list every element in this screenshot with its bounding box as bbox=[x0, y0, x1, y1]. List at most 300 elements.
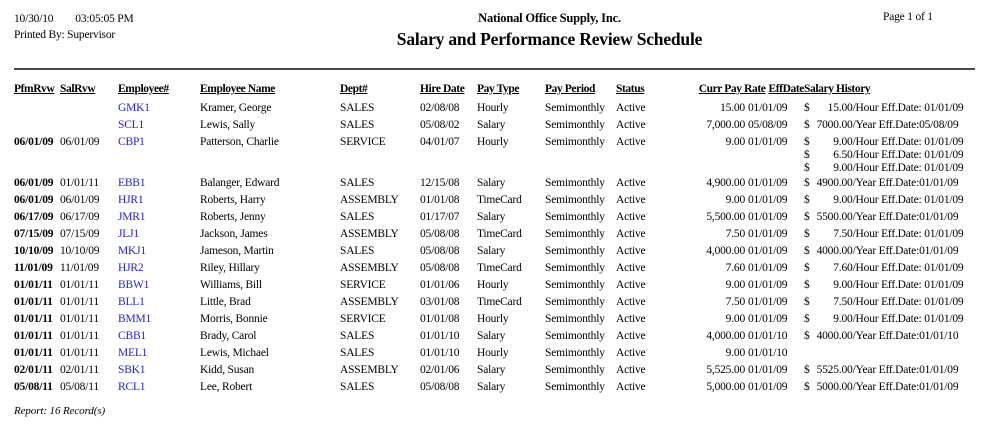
hire-date-cell: 01/01/10 bbox=[420, 330, 460, 342]
salary-history-cell bbox=[804, 175, 975, 192]
pfm-rvw-cell bbox=[14, 117, 60, 134]
col-header-dept: Dept# bbox=[340, 83, 368, 95]
dept-cell: SALES bbox=[340, 347, 375, 359]
print-info bbox=[14, 11, 244, 43]
salary-history-cell bbox=[804, 362, 975, 379]
col-header-employee-name: Employee Name bbox=[200, 83, 275, 95]
hire-date-cell: 01/01/08 bbox=[420, 313, 460, 325]
table-row bbox=[14, 134, 975, 175]
status-cell: Active bbox=[616, 347, 646, 359]
currency-symbol: $ bbox=[804, 194, 810, 206]
pay-type-cell: Hourly bbox=[477, 279, 509, 291]
table-row bbox=[14, 100, 975, 117]
sal-rvw-cell: 01/01/11 bbox=[60, 313, 99, 325]
currency-symbol: $ bbox=[804, 279, 810, 291]
company-name: National Office Supply, Inc. bbox=[478, 11, 621, 25]
curr-pay-rate-cell: 4,000.00 bbox=[706, 245, 745, 257]
history-detail: /Year Eff.Date:01/01/09 bbox=[852, 364, 959, 376]
pfm-rvw-cell: 06/17/09 bbox=[14, 211, 54, 223]
eff-date-cell: 01/01/09 bbox=[748, 364, 788, 376]
pfm-rvw-cell: 10/10/09 bbox=[14, 245, 54, 257]
employee-id-link[interactable]: JLJ1 bbox=[118, 228, 139, 240]
pay-type-cell: Salary bbox=[477, 364, 506, 376]
status-cell: Active bbox=[616, 262, 646, 274]
sal-rvw-cell: 10/10/09 bbox=[60, 245, 100, 257]
currency-symbol: $ bbox=[804, 211, 810, 223]
history-amount: 15.00 bbox=[827, 102, 853, 114]
history-amount: 9.00 bbox=[833, 279, 853, 291]
hire-date-cell: 04/01/07 bbox=[420, 136, 460, 148]
history-detail: /Year Eff.Date:01/01/09 bbox=[852, 381, 959, 393]
employee-id-link[interactable]: CBB1 bbox=[118, 330, 146, 342]
history-detail: /Hour Eff.Date: 01/01/09 bbox=[852, 313, 964, 325]
dept-cell: SALES bbox=[340, 211, 375, 223]
print-date: 10/30/10 bbox=[14, 13, 54, 25]
eff-date-cell: 01/01/09 bbox=[748, 102, 788, 114]
eff-date-cell: 01/01/09 bbox=[748, 136, 788, 148]
employee-id-link[interactable]: SBK1 bbox=[118, 364, 146, 376]
employee-name-cell: Balanger, Edward bbox=[200, 177, 280, 189]
sal-rvw-cell: 06/01/09 bbox=[60, 194, 100, 206]
history-amount: 4000.00 bbox=[816, 245, 853, 257]
hire-date-cell: 02/08/08 bbox=[420, 102, 460, 114]
employee-name-cell: Williams, Bill bbox=[200, 279, 262, 291]
page-number: Page 1 of 1 bbox=[883, 11, 933, 23]
pay-type-cell: Salary bbox=[477, 211, 506, 223]
pay-type-cell: TimeCard bbox=[477, 262, 522, 274]
employee-id-link[interactable]: BLL1 bbox=[118, 296, 145, 308]
pay-type-cell: TimeCard bbox=[477, 228, 522, 240]
salary-history-entry bbox=[804, 330, 975, 343]
dept-cell: ASSEMBLY bbox=[340, 228, 399, 240]
history-amount: 5500.00 bbox=[816, 211, 853, 223]
table-row bbox=[14, 243, 975, 260]
pay-period-cell: Semimonthly bbox=[545, 211, 605, 223]
employee-name-cell: Roberts, Harry bbox=[200, 194, 266, 206]
salary-history-entry bbox=[804, 149, 975, 162]
employee-id-link[interactable]: HJR1 bbox=[118, 194, 144, 206]
pay-type-cell: Hourly bbox=[477, 136, 509, 148]
pay-type-cell: Salary bbox=[477, 119, 506, 131]
pay-period-cell: Semimonthly bbox=[545, 102, 605, 114]
history-detail: /Hour Eff.Date: 01/01/09 bbox=[852, 102, 964, 114]
table-row bbox=[14, 209, 975, 226]
dept-cell: ASSEMBLY bbox=[340, 364, 399, 376]
table-column-headers bbox=[14, 82, 975, 97]
employee-id-link[interactable]: EBB1 bbox=[118, 177, 146, 189]
pay-type-cell: Salary bbox=[477, 177, 506, 189]
pay-period-cell: Semimonthly bbox=[545, 262, 605, 274]
print-time: 03:05:05 PM bbox=[75, 13, 134, 25]
eff-date-cell: 01/01/09 bbox=[748, 211, 788, 223]
employee-name-cell: Kidd, Susan bbox=[200, 364, 255, 376]
pay-period-cell: Semimonthly bbox=[545, 313, 605, 325]
eff-date-cell: 01/01/10 bbox=[748, 347, 788, 359]
status-cell: Active bbox=[616, 102, 646, 114]
history-amount: 7.50 bbox=[833, 296, 853, 308]
dept-cell: SALES bbox=[340, 102, 375, 114]
curr-pay-rate-cell: 5,000.00 bbox=[706, 381, 745, 393]
col-header-hire-date: Hire Date bbox=[420, 83, 465, 95]
currency-symbol: $ bbox=[804, 381, 810, 393]
table-row bbox=[14, 362, 975, 379]
currency-symbol: $ bbox=[804, 330, 810, 342]
header-divider-line bbox=[14, 68, 975, 70]
employee-name-cell: Brady, Carol bbox=[200, 330, 257, 342]
employee-id-link[interactable]: BBW1 bbox=[118, 279, 150, 291]
salary-history-entry bbox=[804, 279, 975, 292]
employee-name-cell: Patterson, Charlie bbox=[200, 136, 279, 148]
curr-pay-rate-cell: 5,525.00 bbox=[706, 364, 745, 376]
employee-id-link[interactable]: MKJ1 bbox=[118, 245, 146, 257]
salary-history-cell bbox=[804, 294, 975, 311]
pay-period-cell: Semimonthly bbox=[545, 364, 605, 376]
dept-cell: SALES bbox=[340, 381, 375, 393]
status-cell: Active bbox=[616, 279, 646, 291]
pfm-rvw-cell: 06/01/09 bbox=[14, 136, 54, 148]
salary-history-cell bbox=[804, 192, 975, 209]
pfm-rvw-cell: 01/01/11 bbox=[14, 296, 53, 308]
employee-id-link[interactable]: GMK1 bbox=[118, 102, 150, 114]
history-detail: /Hour Eff.Date: 01/01/09 bbox=[852, 296, 964, 308]
curr-pay-rate-cell: 7,000.00 bbox=[706, 119, 745, 131]
pay-type-cell: Hourly bbox=[477, 347, 509, 359]
history-detail: /Year Eff.Date:01/01/10 bbox=[852, 330, 959, 342]
status-cell: Active bbox=[616, 245, 646, 257]
salary-history-entry bbox=[804, 245, 975, 258]
salary-history-cell bbox=[804, 311, 975, 328]
table-row bbox=[14, 311, 975, 328]
history-amount: 5525.00 bbox=[816, 364, 853, 376]
curr-pay-rate-cell: 7.60 bbox=[725, 262, 745, 274]
pay-period-cell: Semimonthly bbox=[545, 296, 605, 308]
salary-history-cell bbox=[804, 379, 975, 396]
dept-cell: SALES bbox=[340, 119, 375, 131]
pay-type-cell: Hourly bbox=[477, 102, 509, 114]
employee-id-link[interactable]: CBP1 bbox=[118, 136, 145, 148]
currency-symbol: $ bbox=[804, 177, 810, 189]
hire-date-cell: 05/08/08 bbox=[420, 262, 460, 274]
pfm-rvw-cell: 06/01/09 bbox=[14, 194, 54, 206]
employee-id-link[interactable]: BMM1 bbox=[118, 313, 152, 325]
curr-pay-rate-cell: 9.00 bbox=[725, 279, 745, 291]
pfm-rvw-cell: 02/01/11 bbox=[14, 364, 53, 376]
employee-id-link[interactable]: HJR2 bbox=[118, 262, 144, 274]
pay-period-cell: Semimonthly bbox=[545, 194, 605, 206]
pfm-rvw-cell bbox=[14, 100, 60, 117]
pfm-rvw-cell: 01/01/11 bbox=[14, 313, 53, 325]
pay-period-cell: Semimonthly bbox=[545, 245, 605, 257]
salary-history-entry bbox=[804, 194, 975, 207]
status-cell: Active bbox=[616, 177, 646, 189]
col-header-salary-history: Salary History bbox=[804, 83, 871, 95]
table-row bbox=[14, 379, 975, 396]
dept-cell: SALES bbox=[340, 245, 375, 257]
pay-period-cell: Semimonthly bbox=[545, 381, 605, 393]
pay-period-cell: Semimonthly bbox=[545, 228, 605, 240]
dept-cell: SALES bbox=[340, 330, 375, 342]
print-datetime bbox=[14, 11, 244, 27]
history-detail: /Year Eff.Date:05/08/09 bbox=[852, 119, 959, 131]
history-amount: 4000.00 bbox=[816, 330, 853, 342]
pfm-rvw-cell: 05/08/11 bbox=[14, 381, 53, 393]
dept-cell: SALES bbox=[340, 177, 375, 189]
eff-date-cell: 01/01/09 bbox=[748, 313, 788, 325]
employee-name-cell: Jameson, Martin bbox=[200, 245, 274, 257]
sal-rvw-cell: 11/01/09 bbox=[60, 262, 99, 274]
eff-date-cell: 01/01/09 bbox=[748, 245, 788, 257]
eff-date-cell: 01/01/09 bbox=[748, 194, 788, 206]
pfm-rvw-cell: 06/01/09 bbox=[14, 177, 54, 189]
salary-history-entry bbox=[804, 177, 975, 190]
table-row bbox=[14, 345, 975, 362]
salary-history-cell bbox=[804, 277, 975, 294]
salary-history-entry bbox=[804, 364, 975, 377]
currency-symbol: $ bbox=[804, 149, 810, 161]
history-amount: 6.50 bbox=[833, 149, 853, 161]
history-detail: /Year Eff.Date:01/01/09 bbox=[852, 211, 959, 223]
sal-rvw-cell: 07/15/09 bbox=[60, 228, 100, 240]
pay-type-cell: Salary bbox=[477, 245, 506, 257]
status-cell: Active bbox=[616, 296, 646, 308]
pfm-rvw-cell: 01/01/11 bbox=[14, 347, 53, 359]
report-rows bbox=[14, 100, 975, 396]
report-title: Salary and Performance Review Schedule bbox=[396, 29, 703, 49]
currency-symbol: $ bbox=[804, 313, 810, 325]
status-cell: Active bbox=[616, 194, 646, 206]
employee-name-cell: Lee, Robert bbox=[200, 381, 253, 393]
sal-rvw-cell: 01/01/11 bbox=[60, 347, 99, 359]
eff-date-cell: 01/01/09 bbox=[748, 296, 788, 308]
curr-pay-rate-cell: 7.50 bbox=[725, 296, 745, 308]
employee-id-link[interactable]: SCL1 bbox=[118, 119, 145, 131]
salary-history-cell bbox=[804, 226, 975, 243]
history-detail: /Hour Eff.Date: 01/01/09 bbox=[852, 262, 964, 274]
employee-name-cell: Riley, Hillary bbox=[200, 262, 260, 274]
salary-history-entry bbox=[804, 296, 975, 309]
history-detail: /Hour Eff.Date: 01/01/09 bbox=[852, 194, 964, 206]
currency-symbol: $ bbox=[804, 162, 810, 174]
col-header-sal-rvw: SalRvw bbox=[60, 83, 96, 95]
col-header-eff-date: EffDate bbox=[768, 83, 804, 95]
salary-history-entry bbox=[804, 102, 975, 115]
history-amount: 9.00 bbox=[833, 313, 853, 325]
employee-id-link[interactable]: RCL1 bbox=[118, 381, 146, 393]
hire-date-cell: 01/17/07 bbox=[420, 211, 460, 223]
salary-history-cell bbox=[804, 260, 975, 277]
salary-history-cell bbox=[804, 328, 975, 345]
salary-history-entry bbox=[804, 136, 975, 149]
sal-rvw-cell: 01/01/11 bbox=[60, 279, 99, 291]
table-row bbox=[14, 260, 975, 277]
currency-symbol: $ bbox=[804, 136, 810, 148]
dept-cell: ASSEMBLY bbox=[340, 262, 399, 274]
pay-type-cell: Salary bbox=[477, 381, 506, 393]
salary-history-cell bbox=[804, 243, 975, 260]
table-row bbox=[14, 192, 975, 209]
history-amount: 4900.00 bbox=[816, 177, 853, 189]
curr-pay-rate-cell: 9.00 bbox=[725, 313, 745, 325]
employee-name-cell: Jackson, James bbox=[200, 228, 268, 240]
table-row bbox=[14, 117, 975, 134]
sal-rvw-cell: 01/01/11 bbox=[60, 330, 99, 342]
hire-date-cell: 05/08/08 bbox=[420, 228, 460, 240]
history-amount: 9.00 bbox=[833, 162, 853, 174]
eff-date-cell: 01/01/09 bbox=[748, 177, 788, 189]
dept-cell: ASSEMBLY bbox=[340, 194, 399, 206]
currency-symbol: $ bbox=[804, 119, 810, 131]
curr-pay-rate-cell: 9.00 bbox=[725, 136, 745, 148]
col-header-status: Status bbox=[616, 83, 645, 95]
pay-period-cell: Semimonthly bbox=[545, 279, 605, 291]
table-row bbox=[14, 294, 975, 311]
pay-period-cell: Semimonthly bbox=[545, 347, 605, 359]
currency-symbol: $ bbox=[804, 296, 810, 308]
currency-symbol: $ bbox=[804, 262, 810, 274]
hire-date-cell: 12/15/08 bbox=[420, 177, 460, 189]
salary-history-entry bbox=[804, 228, 975, 241]
printed-by: Printed By: Supervisor bbox=[14, 29, 116, 41]
hire-date-cell: 02/01/06 bbox=[420, 364, 460, 376]
dept-cell: SERVICE bbox=[340, 313, 386, 325]
currency-symbol: $ bbox=[804, 228, 810, 240]
curr-pay-rate-cell: 7.50 bbox=[725, 228, 745, 240]
col-header-pay-type: Pay Type bbox=[477, 83, 520, 95]
curr-pay-rate-cell: 15.00 bbox=[720, 102, 745, 114]
history-detail: /Year Eff.Date:01/01/09 bbox=[852, 177, 959, 189]
sal-rvw-cell: 06/17/09 bbox=[60, 211, 100, 223]
salary-history-entry bbox=[804, 211, 975, 224]
eff-date-cell: 05/08/09 bbox=[748, 119, 788, 131]
salary-history-entry bbox=[804, 381, 975, 394]
pay-type-cell: Hourly bbox=[477, 313, 509, 325]
employee-name-cell: Lewis, Sally bbox=[200, 119, 256, 131]
pay-period-cell: Semimonthly bbox=[545, 330, 605, 342]
sal-rvw-cell: 01/01/11 bbox=[60, 177, 99, 189]
salary-history-cell bbox=[804, 100, 975, 117]
status-cell: Active bbox=[616, 119, 646, 131]
sal-rvw-cell bbox=[60, 117, 118, 134]
employee-name-cell: Morris, Bonnie bbox=[200, 313, 268, 325]
dept-cell: ASSEMBLY bbox=[340, 296, 399, 308]
pay-type-cell: TimeCard bbox=[477, 194, 522, 206]
salary-history-cell bbox=[804, 209, 975, 226]
hire-date-cell: 01/01/10 bbox=[420, 347, 460, 359]
pay-type-cell: Salary bbox=[477, 330, 506, 342]
salary-history-entry bbox=[804, 313, 975, 326]
pfm-rvw-cell: 07/15/09 bbox=[14, 228, 54, 240]
history-detail: /Year Eff.Date:01/01/09 bbox=[852, 245, 959, 257]
pay-period-cell: Semimonthly bbox=[545, 119, 605, 131]
history-detail: /Hour Eff.Date: 01/01/09 bbox=[852, 149, 964, 161]
table-row bbox=[14, 277, 975, 294]
history-detail: /Hour Eff.Date: 01/01/09 bbox=[852, 228, 964, 240]
status-cell: Active bbox=[616, 330, 646, 342]
col-header-pfm-rvw: PfmRvw bbox=[14, 83, 55, 95]
status-cell: Active bbox=[616, 136, 646, 148]
sal-rvw-cell: 02/01/11 bbox=[60, 364, 99, 376]
salary-history-entry bbox=[804, 119, 975, 132]
hire-date-cell: 03/01/08 bbox=[420, 296, 460, 308]
col-header-employee-id: Employee# bbox=[118, 83, 169, 95]
salary-history-entry bbox=[804, 262, 975, 275]
pay-period-cell: Semimonthly bbox=[545, 136, 605, 148]
salary-history-cell bbox=[804, 134, 975, 175]
pay-period-cell: Semimonthly bbox=[545, 177, 605, 189]
eff-date-cell: 01/01/09 bbox=[748, 262, 788, 274]
history-amount: 7.60 bbox=[833, 262, 853, 274]
employee-id-link[interactable]: MEL1 bbox=[118, 347, 148, 359]
pfm-rvw-cell: 01/01/11 bbox=[14, 279, 53, 291]
report-header bbox=[14, 11, 975, 61]
sal-rvw-cell: 06/01/09 bbox=[60, 136, 100, 148]
eff-date-cell: 01/01/10 bbox=[748, 330, 788, 342]
table-row bbox=[14, 328, 975, 345]
status-cell: Active bbox=[616, 228, 646, 240]
pfm-rvw-cell: 11/01/09 bbox=[14, 262, 53, 274]
hire-date-cell: 05/08/08 bbox=[420, 381, 460, 393]
curr-pay-rate-cell: 4,000.00 bbox=[706, 330, 745, 342]
col-header-rate-effdate bbox=[685, 82, 804, 97]
employee-id-link[interactable]: JMR1 bbox=[118, 211, 146, 223]
status-cell: Active bbox=[616, 211, 646, 223]
dept-cell: SERVICE bbox=[340, 136, 386, 148]
employee-name-cell: Kramer, George bbox=[200, 102, 272, 114]
sal-rvw-cell: 05/08/11 bbox=[60, 381, 99, 393]
history-detail: /Hour Eff.Date: 01/01/09 bbox=[852, 279, 964, 291]
currency-symbol: $ bbox=[804, 102, 810, 114]
status-cell: Active bbox=[616, 381, 646, 393]
currency-symbol: $ bbox=[804, 364, 810, 376]
eff-date-cell: 01/01/09 bbox=[748, 279, 788, 291]
pay-type-cell: TimeCard bbox=[477, 296, 522, 308]
history-amount: 7.50 bbox=[833, 228, 853, 240]
curr-pay-rate-cell: 4,900.00 bbox=[706, 177, 745, 189]
currency-symbol: $ bbox=[804, 245, 810, 257]
col-header-curr-pay-rate: Curr Pay Rate bbox=[698, 83, 766, 95]
employee-name-cell: Lewis, Michael bbox=[200, 347, 269, 359]
curr-pay-rate-cell: 9.00 bbox=[725, 194, 745, 206]
table-row bbox=[14, 226, 975, 243]
salary-history-cell bbox=[804, 117, 975, 134]
eff-date-cell: 01/01/09 bbox=[748, 228, 788, 240]
employee-name-cell: Little, Brad bbox=[200, 296, 251, 308]
title-block bbox=[244, 11, 855, 50]
sal-rvw-cell bbox=[60, 100, 118, 117]
record-count-summary: Report: 16 Record(s) bbox=[14, 405, 106, 417]
history-detail: /Hour Eff.Date: 01/01/09 bbox=[852, 136, 964, 148]
table-row bbox=[14, 175, 975, 192]
hire-date-cell: 05/08/08 bbox=[420, 245, 460, 257]
hire-date-cell: 01/01/06 bbox=[420, 279, 460, 291]
history-amount: 7000.00 bbox=[816, 119, 853, 131]
eff-date-cell: 01/01/09 bbox=[748, 381, 788, 393]
salary-history-entry bbox=[804, 162, 975, 175]
curr-pay-rate-cell: 5,500.00 bbox=[706, 211, 745, 223]
curr-pay-rate-cell: 9.00 bbox=[725, 347, 745, 359]
history-amount: 9.00 bbox=[833, 136, 853, 148]
salary-history-cell bbox=[804, 345, 975, 362]
employee-name-cell: Roberts, Jenny bbox=[200, 211, 266, 223]
hire-date-cell: 01/01/08 bbox=[420, 194, 460, 206]
status-cell: Active bbox=[616, 313, 646, 325]
col-header-pay-period: Pay Period bbox=[545, 83, 595, 95]
pfm-rvw-cell: 01/01/11 bbox=[14, 330, 53, 342]
dept-cell: SERVICE bbox=[340, 279, 386, 291]
history-detail: /Hour Eff.Date: 01/01/09 bbox=[852, 162, 964, 174]
history-amount: 9.00 bbox=[833, 194, 853, 206]
history-amount: 5000.00 bbox=[816, 381, 853, 393]
